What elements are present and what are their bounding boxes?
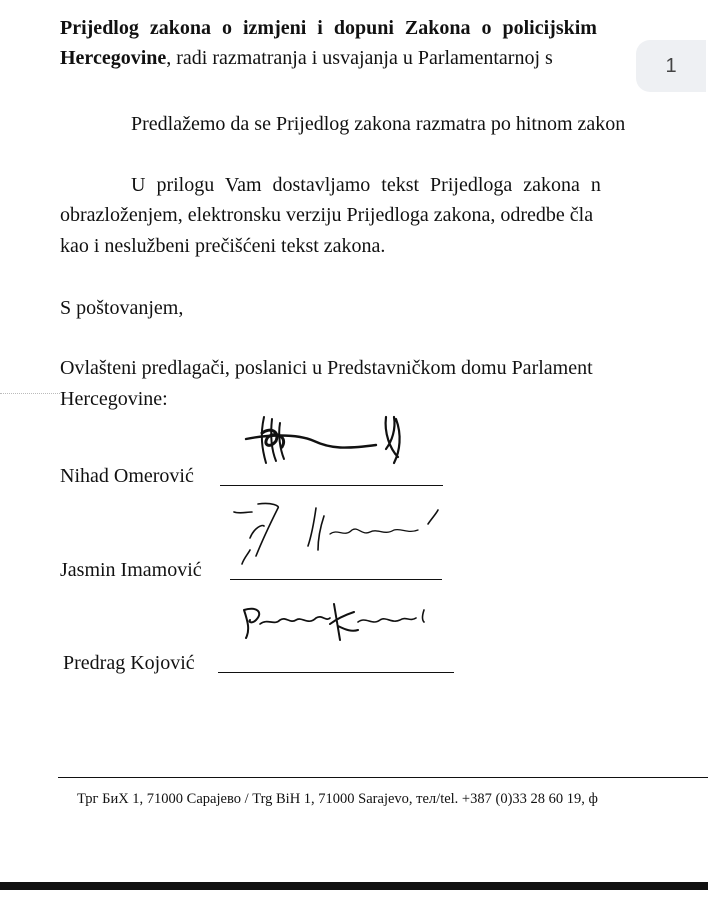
signature-imamovic (228, 498, 448, 578)
page-bottom-edge (0, 882, 708, 890)
salutation: S poštovanjem, (60, 297, 184, 319)
paragraph-2-line-3: kao i neslužbeni prečišćeni tekst zakona. (60, 235, 386, 257)
footer-divider (58, 777, 708, 778)
signer-name-2: Jasmin Imamović (60, 559, 202, 581)
paragraph-2-line-2: obrazloženjem, elektronsku verziju Prijedloga zakona, odredbe čla (60, 204, 594, 226)
signatories-line-1: Ovlašteni predlagači, poslanici u Predstavničkom domu Parlament (60, 357, 593, 379)
signatories-line-2: Hercegovine: (60, 388, 168, 410)
paragraph-1: Predlažemo da se Prijedlog zakona razmatra po hitnom zakon (131, 113, 626, 135)
footer-address: Трг БиХ 1, 71000 Сарајево / Trg BiH 1, 71000 Sarajevo, тел/tel. +387 (0)33 28 60 19, ф (77, 791, 598, 807)
signature-kojovic (238, 600, 438, 644)
heading-line-1: Prijedlog zakona o izmjeni i dopuni Zakona o policijskim (60, 17, 597, 39)
heading-rest-text: , radi razmatranja i usvajanja u Parlamentarnoj s (166, 47, 553, 69)
signature-line-3 (218, 672, 454, 673)
signature-line-1 (220, 485, 443, 486)
signature-line-2 (230, 579, 442, 580)
scan-dotted-line (0, 393, 60, 394)
signer-name-3: Predrag Kojović (63, 652, 195, 674)
signer-name-1: Nihad Omerović (60, 465, 194, 487)
page-number-badge[interactable]: 1 (636, 40, 706, 92)
heading-bold-text: Hercegovine (60, 47, 167, 69)
paragraph-2-line-1: U prilogu Vam dostavljamo tekst Prijedloga zakona n (131, 174, 601, 196)
signature-omerovic (236, 405, 416, 475)
heading-line-2 (60, 46, 553, 70)
